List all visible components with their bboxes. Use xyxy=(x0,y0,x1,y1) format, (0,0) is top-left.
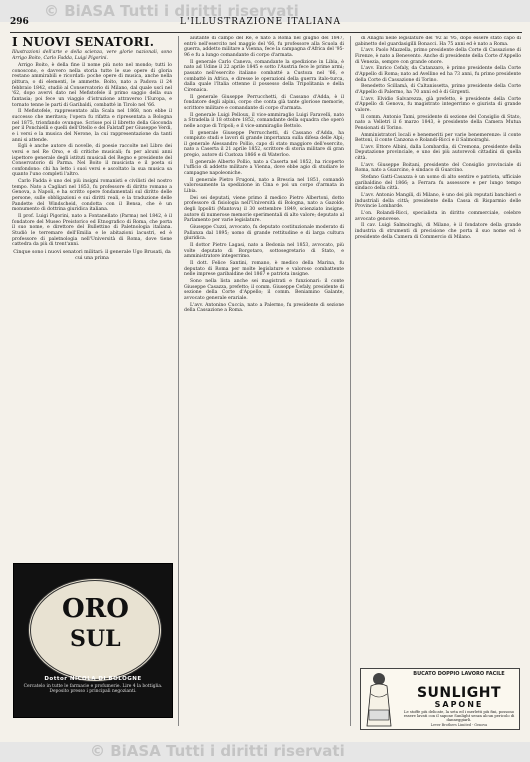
paragraph: L'avv. Paolo Mazzella, primo presidente della Corte di Cassazione di Firenze, è nato a Benevento. Anche di presidente della Corte d'Appello di Venezia, sempre con grande onore. xyxy=(355,48,521,65)
paragraph: Il prof. Luigi Pigorini, nato a Fontanellato (Parma) nel 1842, è il fondatore del Museo Preistorico ed Etnografico di Roma, che porta il suo nome, e direttore del Bullettino di Paletnologia italiana. Studiò le terremare dell'Emilia e le abitazioni lacustri, ed è professore di paletnologia nell'Università di Roma, dove tiene cattedra da più di trent'anni. xyxy=(12,214,172,248)
column-right xyxy=(355,36,521,664)
paragraph: L'on. Rolandi-Ricci, specialista in diritto commerciale, celebre avvocato genovese. xyxy=(355,211,521,222)
ad-headline-word: SUL xyxy=(70,626,121,652)
article-caption: Illustrazioni dell'arte e della scienza, vere glorie nazionali, sono Arrigo Boito, Carlo Fadda, Luigi Pigorini. xyxy=(12,50,172,61)
paragraph: Il generale Pietro Frugoni, nato a Brescia nel 1851, comandò valorosamente la spedizione in Cina e poi un corpo d'armata in Libia. xyxy=(184,177,344,195)
paragraph: L'avv. Antonio Mangili, di Milano, è uno dei più reputati banchieri e industriali della città; presidente della Cassa di Risparmio delle Provincie Lombarde. xyxy=(355,193,521,210)
paragraph: Il generale Giuseppe Perrucchetti, di Cassano d'Adda, è il fondatore degli alpini, corpo che conta già tante gloriose memorie, scrittore militare e comandante di corpo d'armata. xyxy=(184,94,344,111)
paragraph: Il Mefistofele, rappresentato alla Scala nel 1868, non ebbe il successo che meritava; l'opera fu rifatta e ripresentata a Bologna nel 1875, trionfando ovunque. Scrisse poi il libretto della Gioconda per il Ponchielli e quelli dell'Otello e del Falstaff per Giuseppe Verdi, e i versi e la musica del Nerone, la cui rappresentazione da tanti anni si attende. xyxy=(12,109,172,143)
paragraph: Il comm. Antonio Tami, presidente di sezione del Consiglio di Stato, nato a Velletri il 6 marzo 1843, è presidente della Camera Mutua Pensionati di Torino. xyxy=(355,114,521,131)
journal-title: L'ILLUSTRAZIONE ITALIANA xyxy=(180,17,341,27)
ad-headline-word: ORO xyxy=(62,594,129,624)
paragraph: Il generale Alberto Pollio, nato a Caserta nel 1852, ha ricoperto l'ufficio di addetto militare a Vienna, dove ebbe agio di studiare le campagne napoleoniche. xyxy=(184,159,344,177)
paragraph: L'avv. Ettore Albini, dalla Lombardia, di Cremona, presidente della Deputazione provinciale, e uno dei più autorevoli cittadini di quella città. xyxy=(355,144,521,162)
ad-brand-name: Dottor NICOLA DI BOLOGNE xyxy=(44,676,142,682)
paragraph: Il generale Luigi Pelloux, il vice-ammiraglio Luigi Faravelli, nato a Stradella il 18 ottobre 1852, comandante della squadra che operò nelle acque di Tripoli; e il vice-ammiraglio Bettolo. xyxy=(184,112,344,129)
paragraph: Benedetto Scillamà, di Caltanissetta, primo presidente della Corte d'Appello di Palermo, ha 70 anni ed è di Girgenti. xyxy=(355,84,521,95)
paragraph: Stefano Gatti-Casazza è un uomo di alto sentire e patriota, ufficiale garibaldino del 1866; a Ferrara fu assessore e per lungo tempo sindaco della città. xyxy=(355,175,521,192)
ad-body-text: Le stoffe più delicate, la seta ed i merletti più fini, possono essere lavati con il sapone Sunlight senza alcun pericolo di danneggiarli. xyxy=(403,710,515,723)
ad-product-name: SAPONE xyxy=(434,700,484,709)
ad-body-text: Cercatelo in tutte le farmacie e profumerie. Lire 4 la bottiglia. Deposito presso i principali negozianti. xyxy=(23,684,163,694)
paragraph: L'avv. Enrico Cefaly, da Catanzaro, è primo presidente della Corte d'Appello di Roma; nato ad Avellino ed ha 73 anni, fu primo presidente della Corte di Cassazione di Torino. xyxy=(355,66,521,83)
running-header xyxy=(10,17,522,31)
washerwoman-illustration-icon xyxy=(363,670,395,727)
watermark-bottom-text: © BiASA Tutti i diritti riservati xyxy=(90,742,345,760)
paragraph: Egli è anche autore di novelle, di poesie raccolte nel Libro dei versi e nel Re Orso, e di critiche musicali; fu per alcuni anni ispettore generale degli istituti musicali del Regno e presidente del Conservatorio di Parma. Nel Boito il musicista e il poeta si confondono: chi ha letto i suoi versi e ascoltato la sua musica sa quanto l'uno completi l'altro. xyxy=(12,144,172,178)
paragraph: Il dott. Felice Santini, romano, è medico della Marina, fu deputato di Roma per molte legislature e valoroso combattente nelle imprese garibaldine del 1867 e patriota insigne. xyxy=(184,260,344,278)
paragraph: Sono nella lista anche sei magistrati e funzionari: il conte Giuseppe Casazza, prefetto; il comm. Giuseppe Cefaly, presidente di sezione della Corte d'Appello; il comm. Beniamino Galante, avvocato generale erariale. xyxy=(184,278,344,301)
page-number: 296 xyxy=(10,17,29,27)
advertisement-oro xyxy=(13,563,173,718)
paragraph: Carlo Fadda è uno dei più insigni romanisti e civilisti del nostro tempo. Nato a Cagliari nel 1853, fu professore di diritto romano a Genova, a Napoli, e ha scritto opere fondamentali sul diritto delle persone, sulle obbligazioni e sui diritti reali, e la traduzione delle Pandette del Windscheid, condotta con il Bensa, che è un monumento di dottrina giuridica italiana. xyxy=(12,179,172,213)
paragraph: di Anagni nelle legislature del '92 al '95, dopo essere stato capo di gabinetto del guardasigilli Bonacci. Ha 75 anni ed è nato a Roma. xyxy=(355,36,521,47)
column-middle xyxy=(184,36,344,736)
paragraph: L'avv. Elvidio Salvarezza, già prefetto, è presidente della Corte d'Appello di Genova, fu magistrato integerrimo e giurista di grande valore. xyxy=(355,96,521,113)
column-divider xyxy=(350,36,351,726)
header-rule xyxy=(10,32,522,33)
ad-tagline: BUCATO DOPPIO LAVORO FACILE xyxy=(413,671,505,677)
watermark-bar-bottom xyxy=(0,742,530,762)
paragraph: Dei sei deputati, viene primo il medico Pietro Albertoni, dotto professore di fisiologia nell'Università di Bologna, nato a Gazoldo degli Ippoliti (Mantova) il 30 settembre 1849, scienziato insigne, autore di numerose memorie sperimentali di alto valore; deputato al Parlamento per varie legislature. xyxy=(184,195,344,224)
paragraph: Il generale Giuseppe Perrucchetti, di Cassano d'Adda, ha compiuto studi e lavori di grande importanza sulla difesa delle Alpi; il generale Alessandro Pollio, capo di stato maggiore dell'esercito, nato a Caserta il 21 aprile 1852, scrittore di storia militare di gran pregio, autore di Custoza 1866 e di Waterloo. xyxy=(184,130,344,159)
watermark-top-text: © BiASA Tutti i diritti riservati xyxy=(44,2,299,20)
section-lead-line: Cinque sono i nuovi senatori militari: il generale Ugo Brusati, da cui una prima xyxy=(13,250,171,261)
paragraph: Arrigo Boito, è della fine il nome più noto nel mondo; tutti lo conoscono, e davvero nella storia tutte le sue opere di gloria restano ammirabili e ricordati: poche opere di musica, anche nella pittura, o di elementi, le ammette. Boito, nato a Padova il 24 febbraio 1842, studiò al Conservatorio di Milano, dal quale uscì nel '62, dopo avervi dato nel Mefistofele il primo saggio della sua fantasia; poi fece un viaggio d'istruzione attraverso l'Europa, e tornato tenne le parti di Garibaldi, combatté in Tirolo nel '66. xyxy=(12,63,172,108)
column-divider xyxy=(178,36,179,726)
advertisement-sunlight xyxy=(360,668,520,730)
paragraph: Giuseppe Cuzzi, avvocato, fu deputato costituzionale moderato di Pallanza dal 1895; uomo di grande rettitudine e di larga cultura giuridica. xyxy=(184,225,344,242)
paragraph: Il generale Carlo Caneva, comandante la spedizione in Libia, è nato ad Udine il 22 aprile 1845 e sotto l'Austria fece le prime armi; passato nell'esercito italiano combatté a Custoza nel '66, e combatté in Africa, e diresse le operazioni della guerra italo-turca, dalla quale l'Italia ottenne il possesso della Tripolitania e della Cirenaica. xyxy=(184,59,344,93)
ad-footer-text: Lever Brothers Limited - Genova xyxy=(430,723,488,727)
article-title: I NUOVI SENATORI. xyxy=(12,36,155,49)
paragraph: L'avv. Antonino Cuccia, nato a Palermo, fu presidente di sezione della Cassazione a Roma. xyxy=(184,302,344,314)
paragraph: aiutante di campo del Re, è nato a Roma nel giugno del 1847, entrò nell'esercito nel maggio del '66, fu professore alla Scuola di guerra, addetto militare a Vienna, fece la campagna d'Africa del '95-96 e fu a lungo comandante di corpo d'armata. xyxy=(184,36,344,58)
paragraph: Il cav. Luigi Salmoiraghi, di Milano, è il fondatore della grande industria di strumenti di precisione che porta il suo nome ed è presidente della Camera di Commercio di Milano. xyxy=(355,223,521,240)
paragraph: Amministratori locali e benemeriti per varie benemerenze: il conte Bettoni, il conte Canzona e Rolandi-Ricci e il Salmoiraghi. xyxy=(355,132,521,144)
paragraph: L'avv. Giuseppe Boitani, presidente del Consiglio provinciale di Roma, nato a Guarcino, è sindaco di Guarcino. xyxy=(355,162,521,174)
ad-brand-name: SUNLIGHT xyxy=(416,685,502,701)
paragraph: Il dottor Pietro Lagasi, nato a Bedonia nel 1853, avvocato, più volte deputato di Borgotaro, sottosegretario di Stato, e amministratore integerrimo. xyxy=(184,242,344,260)
